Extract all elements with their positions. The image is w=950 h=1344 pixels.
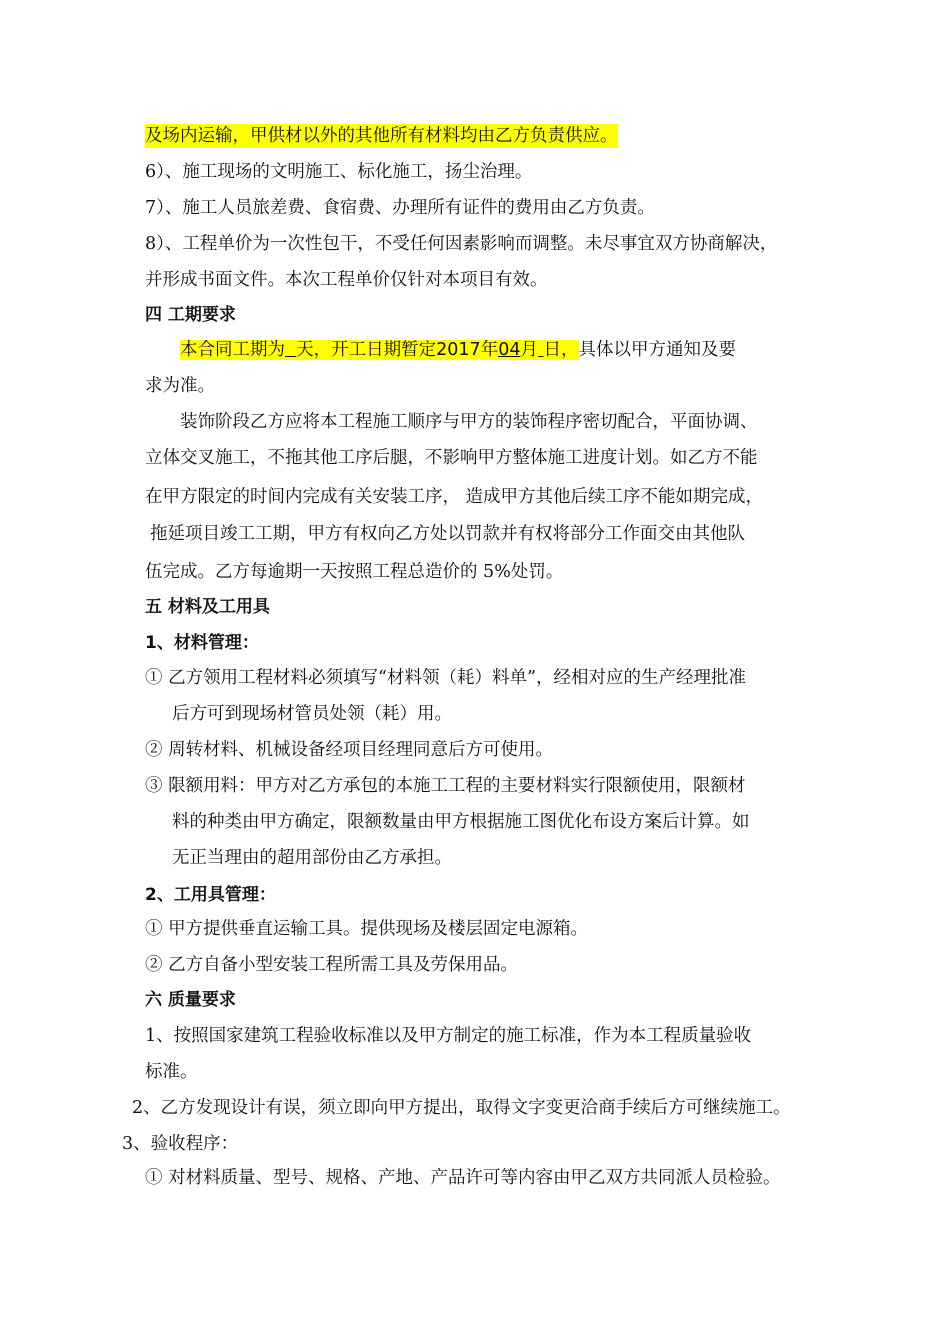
text-line: 2、乙方发现设计有误，须立即向甲方提出，取得文字变更洽商手续后方可继续施工。 [132,1098,791,1118]
list-item: ① 对材料质量、型号、规格、产地、产品许可等内容由甲乙双方共同派人员检验。 [145,1168,781,1188]
text-line: 标准。 [145,1062,198,1082]
text-run: 天，开工日期暂定 [296,340,437,360]
text-line: 及场内运输，甲供材以外的其他所有材料均由乙方负责供应。 [145,126,618,146]
text-line: 1、按照国家建筑工程验收标准以及甲方制定的施工标准，作为本工程质量验收 [145,1026,752,1046]
schedule-highlight [180,340,579,360]
subsection-heading: 2、工用具管理： [145,885,276,905]
text-line: 并形成书面文件。本次工程单价仅针对本项目有效。 [145,270,548,290]
section-heading: 六 质量要求 [145,990,236,1010]
text-line: 7）、施工人员旅差费、食宿费、办理所有证件的费用由乙方负责。 [145,198,655,218]
list-item: ③ 限额用料：甲方对乙方承包的本施工工程的主要材料实行限额使用，限额材 [145,776,746,796]
text-line: 求为准。 [145,376,215,396]
text-line: 6）、施工现场的文明施工、标化施工，扬尘治理。 [145,162,533,182]
schedule-paragraph [180,338,736,362]
text-line: 伍完成。乙方每逾期一天按照工程总造价的 5%处罚。 [145,562,564,582]
section-heading: 五 材料及工用具 [145,597,270,617]
text-run: 年 [480,340,499,360]
list-item: ① 乙方领用工程材料必须填写“材料领（耗）料单”，经相对应的生产经理批准 [145,668,746,688]
text-run: 具体以甲方通知及要 [578,340,737,360]
text-run: 本合同工期为 [180,340,285,360]
text-line: 立体交叉施工，不拖其他工序后腿，不影响甲方整体施工进度计划。如乙方不能 [145,448,758,468]
text-line: 8）、工程单价为一次性包干，不受任何因素影响而调整。未尽事宜双方协商解决， [145,234,778,254]
blank-days [285,340,296,360]
list-item: ① 甲方提供垂直运输工具。提供现场及楼层固定电源箱。 [145,919,589,939]
text-line: 料的种类由甲方确定，限额数量由甲方根据施工图优化布设方案后计算。如 [172,812,750,832]
text-line: 装饰阶段乙方应将本工程施工顺序与甲方的装饰程序密切配合，平面协调、 [180,412,758,432]
text-line: 在甲方限定的时间内完成有关安装工序， 造成甲方其他后续工序不能如期完成， [145,487,764,507]
text-line: 拖延项目竣工工期，甲方有权向乙方处以罚款并有权将部分工作面交由其他队 [150,524,745,544]
start-month: 04 [498,340,521,360]
text-run: 月 [520,340,538,360]
text-line: 后方可到现场材管员处领（耗）用。 [172,704,452,724]
text-line: 3、验收程序： [122,1134,239,1154]
start-year: 2017 [436,340,481,360]
text-run: 日， [543,340,579,360]
text-line: 无正当理由的超用部份由乙方承担。 [172,848,452,868]
list-item: ② 乙方自备小型安装工程所需工具及劳保用品。 [145,955,519,975]
subsection-heading: 1、材料管理： [145,633,259,653]
section-heading: 四 工期要求 [145,305,236,325]
list-item: ② 周转材料、机械设备经项目经理同意后方可使用。 [145,740,554,760]
